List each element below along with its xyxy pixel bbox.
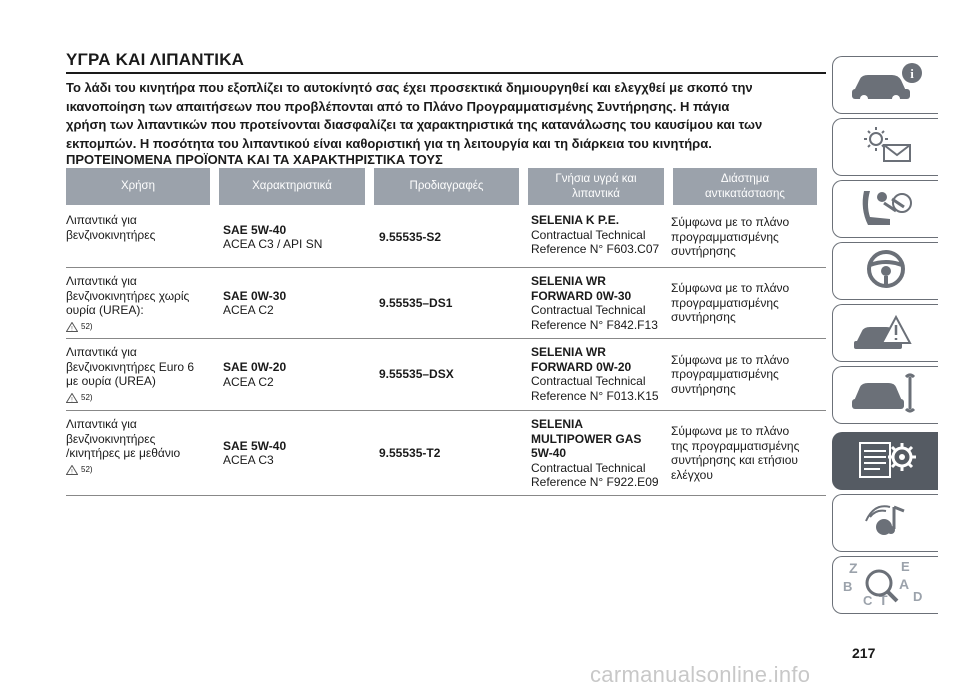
steering-wheel-icon	[846, 247, 926, 296]
sae-grade: SAE 5W-40	[223, 438, 287, 453]
footnote-number: 52)	[81, 392, 93, 402]
acea-spec: ACEA C2	[223, 374, 274, 389]
genuine-product-name: SELENIA K P.E.	[531, 213, 620, 227]
acea-spec: ACEA C3	[223, 453, 274, 467]
interval-line: Σύμφωνα με το πλάνο	[671, 352, 790, 367]
side-tab[interactable]	[832, 432, 938, 490]
usage-line: με ουρία (UREA)	[66, 374, 156, 388]
svg-text:!: !	[71, 469, 73, 475]
genuine-fluid-cell	[531, 207, 671, 267]
usage-line: Λιπαντικά για	[66, 345, 137, 359]
svg-text:!: !	[71, 326, 73, 332]
footnote-reference[interactable]	[66, 463, 223, 478]
usage-cell	[66, 339, 223, 410]
svg-text:i: i	[909, 65, 914, 81]
header-characteristics: Χαρακτηριστικά	[219, 168, 365, 205]
characteristics-cell	[223, 411, 379, 495]
side-tab[interactable]	[832, 556, 938, 614]
svg-text:T: T	[878, 591, 888, 608]
specification-cell	[379, 411, 531, 495]
interval-line: συντήρησης	[671, 310, 736, 325]
footnote-number: 52)	[81, 464, 93, 474]
usage-line: Λιπαντικά για	[66, 274, 137, 288]
footnote-reference[interactable]	[66, 320, 223, 335]
interval-line: προγραμματισμένης	[671, 295, 779, 310]
genuine-reference: Reference N° F013.K15	[531, 388, 659, 403]
interval-line: Σύμφωνα με το πλάνο	[671, 215, 790, 230]
caution-icon	[66, 393, 78, 403]
page-number: 217	[852, 645, 876, 661]
table-row	[66, 268, 826, 339]
side-tab[interactable]	[832, 118, 938, 176]
genuine-reference: Contractual Technical	[531, 303, 646, 317]
header-genuine-fluids: Γνήσια υγρά και λιπαντικά	[528, 168, 664, 205]
table-row	[66, 411, 826, 496]
specification-code: 9.55535-S2	[379, 229, 442, 244]
watermark: carmanualsonline.info	[590, 662, 811, 687]
usage-line: βενζινοκινητήρες	[66, 227, 156, 242]
svg-text:Z: Z	[848, 559, 858, 576]
usage-line: βενζινοκινητήρες χωρίς	[66, 288, 190, 303]
usage-cell	[66, 207, 223, 267]
index-icon	[841, 557, 931, 614]
specification-code: 9.55535–DSX	[379, 367, 454, 382]
interval-cell	[671, 207, 826, 267]
specification-cell	[379, 268, 531, 338]
usage-line: Λιπαντικά για	[66, 417, 137, 431]
usage-line: βενζινοκινητήρες	[66, 431, 156, 446]
genuine-reference: Reference N° F842.F13	[531, 317, 658, 332]
usage-line: /κινητήρες με μεθάνιο	[66, 446, 181, 460]
specification-cell	[379, 339, 531, 410]
section-subtitle: ΠΡΟΤΕΙΝΟΜΕΝΑ ΠΡΟΪΟΝΤΑ ΚΑΙ ΤΑ ΧΑΡΑΚΤΗΡΙΣΤΙΚΑ ΤΟΥΣ	[66, 152, 443, 167]
interval-line: συντήρησης και ετήσιου	[671, 453, 798, 467]
genuine-reference: Contractual Technical	[531, 227, 646, 242]
characteristics-cell	[223, 268, 379, 338]
header-usage: Χρήση	[66, 168, 210, 205]
svg-text:C: C	[862, 592, 872, 608]
side-tab[interactable]	[832, 494, 938, 552]
interval-cell	[671, 268, 826, 338]
genuine-product-name: MULTIPOWER GAS	[531, 431, 642, 446]
acea-spec: ACEA C2	[223, 303, 274, 317]
usage-cell	[66, 411, 223, 495]
header-specifications: Προδιαγραφές	[374, 168, 519, 205]
specification-cell	[379, 207, 531, 267]
sae-grade: SAE 0W-30	[223, 288, 287, 303]
genuine-product-name: 5W-40	[531, 446, 567, 460]
title-rule	[66, 72, 826, 74]
usage-line: Λιπαντικά για	[66, 213, 137, 227]
side-tab[interactable]	[832, 304, 938, 362]
interval-cell	[671, 411, 826, 495]
caution-icon	[66, 322, 78, 332]
page-title: ΥΓΡΑ ΚΑΙ ΛΙΠΑΝΤΙΚΑ	[66, 50, 245, 69]
usage-line: ουρία (UREA):	[66, 303, 144, 317]
side-tab[interactable]	[832, 180, 938, 238]
caution-icon	[66, 465, 78, 475]
interval-line: Σύμφωνα με το πλάνο	[671, 281, 790, 296]
side-tab[interactable]	[832, 56, 938, 114]
interval-line: Σύμφωνα με το πλάνο	[671, 424, 790, 438]
interval-line: της προγραμματισμένης	[671, 438, 800, 453]
car-info-icon	[846, 61, 926, 110]
svg-text:A: A	[898, 575, 909, 592]
usage-line: βενζινοκινητήρες Euro 6	[66, 359, 195, 374]
genuine-product-name: SELENIA WR	[531, 274, 606, 288]
genuine-fluid-cell	[531, 339, 671, 410]
interval-line: ελέγχου	[671, 467, 713, 482]
side-tab[interactable]	[832, 366, 938, 424]
specification-code: 9.55535–DS1	[379, 295, 453, 310]
side-tab[interactable]	[832, 242, 938, 300]
specification-code: 9.55535-T2	[379, 445, 441, 460]
genuine-fluid-cell	[531, 411, 671, 495]
genuine-reference: Reference N° F603.C07	[531, 242, 660, 256]
genuine-product-name: FORWARD 0W-20	[531, 359, 632, 374]
genuine-product-name: SELENIA WR	[531, 345, 606, 359]
table-row	[66, 339, 826, 411]
header-interval: Διάστημα αντικατάστασης	[673, 168, 817, 205]
characteristics-cell	[223, 207, 379, 267]
lubricants-table	[66, 207, 826, 496]
interval-line: συντήρησης	[671, 381, 736, 396]
genuine-product-name: SELENIA	[531, 417, 584, 431]
seat-airbag-icon	[846, 185, 926, 234]
emergency-warning-icon	[846, 309, 926, 358]
svg-text:E: E	[900, 558, 910, 574]
sae-grade: SAE 0W-20	[223, 360, 287, 374]
footnote-number: 52)	[81, 321, 93, 331]
sae-grade: SAE 5W-40	[223, 222, 287, 237]
table-row	[66, 207, 826, 268]
technical-data-icon	[846, 437, 926, 486]
svg-text:D: D	[912, 588, 922, 604]
interval-line: προγραμματισμένης	[671, 229, 779, 244]
usage-cell	[66, 268, 223, 338]
car-maintenance-icon	[846, 371, 926, 420]
footnote-reference[interactable]	[66, 391, 223, 406]
intro-line: Το λάδι του κινητήρα που εξοπλίζει το αυτοκίνητό σας έχει προσεκτικά δημιουργηθεί και ελεγχθεί με σκοπό την	[66, 80, 753, 95]
multimedia-icon	[846, 499, 926, 548]
genuine-reference: Contractual Technical	[531, 374, 646, 388]
acea-spec: ACEA C3 / API SN	[223, 237, 323, 251]
interval-line: προγραμματισμένης	[671, 367, 779, 382]
interval-cell	[671, 339, 826, 410]
genuine-reference: Contractual Technical	[531, 460, 646, 475]
interval-line: συντήρησης	[671, 244, 736, 259]
intro-paragraph	[66, 79, 826, 153]
genuine-product-name: FORWARD 0W-30	[531, 288, 632, 303]
genuine-reference: Reference N° F922.E09	[531, 475, 659, 489]
warning-lights-icon	[846, 123, 926, 172]
genuine-fluid-cell	[531, 268, 671, 338]
svg-text:!: !	[71, 397, 73, 403]
intro-line: χρήση των λιπαντικών που προτείνονται διασφαλίζει τα χαρακτηριστικά της κατανάλωσης του καυσίμου και των	[66, 117, 763, 132]
characteristics-cell	[223, 339, 379, 410]
intro-line: ικανοποίηση των απαιτήσεων που προβλέπονται από το Πλάνο Προγραμματισμένης Συντήρησης. Η πάγια	[66, 98, 730, 114]
intro-line: εκπομπών. Η ποσότητα του λιπαντικού είναι καθοριστική για τη λειτουργία και τη διάρκεια του κινητήρα.	[66, 135, 712, 151]
svg-text:B: B	[842, 578, 852, 594]
table-header	[66, 168, 826, 205]
